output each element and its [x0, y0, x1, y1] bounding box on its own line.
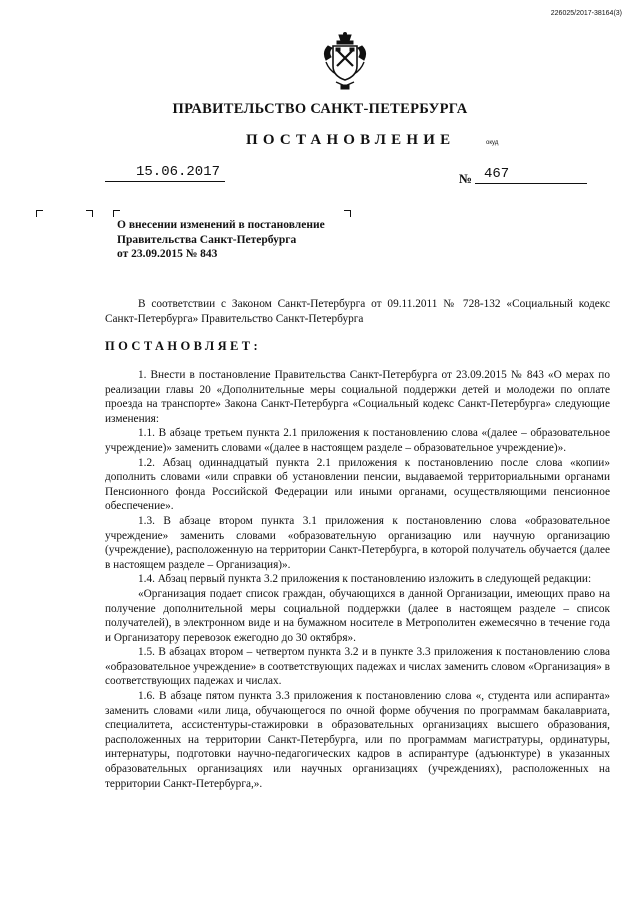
paragraph: 1.5. В абзацах втором – четвертом пункта 3.2 и в пункте 3.3 приложения к постановлению слова «образовательное учреждение» в соответствующих падежах и числах заменить словом «Организация» в соответствующих падежах и числах. [105, 646, 610, 688]
decree-subject [117, 218, 325, 262]
okud-label: окуд [486, 140, 499, 146]
paragraph: 1.6. В абзаце пятом пункта 3.3 приложения к постановлению слова «, студента или аспиранта» заменить словами «или лица, обучающегося по очной форме обучения по программам бакалавриата, специалитета, ассистентуры-стажировки в образовательных организациях высшего образования, расположенных на территории Санкт-Петербурга, или по программам магистратуры, ординатуры, интернатуры, подготовки научно-педагогических кадров в аспирантуре (адъюнктуре) в указанных образовательных организациях или научных организациях (учреждениях), расположенных на территории Санкт-Петербурга,». [105, 690, 610, 790]
paragraph: 1.4. Абзац первый пункта 3.2 приложения к постановлению изложить в следующей редакции: [138, 573, 592, 586]
corner-mark [86, 210, 93, 217]
subject-line: Правительства Санкт-Петербурга [117, 233, 297, 246]
document-type-title: ПОСТАНОВЛЕНИЕ [246, 132, 456, 148]
coat-of-arms-icon [322, 32, 368, 90]
lead-paragraph [105, 297, 610, 326]
registration-number: 226025/2017-38164(3) [550, 10, 622, 17]
date-underline [105, 181, 225, 182]
paragraph: 1.3. В абзаце втором пункта 3.1 приложения к постановлению слова «образовательное учреждение» заменить словами «образовательную организацию или научную организацию (учреждение), расположенную на территории Санкт-Петербурга, в которой получатель обучается (далее в настоящем разделе – Организация)». [105, 514, 610, 571]
corner-mark [113, 210, 120, 217]
paragraph: 1.2. Абзац одиннадцатый пункта 2.1 приложения к постановлению после слова «копии» дополнить словами «или справки об установлении пенсии, выдаваемой территориальными органами Пенсионного фонда Российской Федерации или иными органами, осуществляющими пенсионное обеспечение». [105, 456, 610, 513]
number-sign: № [459, 171, 473, 186]
decree-number: 467 [484, 166, 510, 182]
subject-line: О внесении изменений в постановление [117, 219, 325, 231]
resolve-heading: ПОСТАНОВЛЯЕТ: [105, 339, 262, 353]
paragraph: В соответствии с Законом Санкт-Петербурга от 09.11.2011 № 728-132 «Социальный кодекс Санкт-Петербурга» Правительство Санкт-Петербурга [105, 298, 610, 325]
paragraph: 1. Внести в постановление Правительства Санкт-Петербурга от 23.09.2015 № 843 «О мерах по реализации главы 20 «Дополнительные меры социальной поддержки детей и молодежи по оплате проезда на транспорте» Закона Санкт-Петербурга «Социальный кодекс Санкт-Петербурга» следующие изменения: [105, 369, 610, 425]
government-title: ПРАВИТЕЛЬСТВО САНКТ-ПЕТЕРБУРГА [172, 101, 468, 117]
paragraph: 1.1. В абзаце третьем пункта 2.1 приложения к постановлению слова «(далее – образовательное учреждение)» заменить словами «(далее в настоящем разделе – образовательное учреждение)». [105, 427, 610, 454]
paragraph: «Организация подает список граждан, обучающихся в данной Организации, имеющих право на получение дополнительной меры социальной поддержки (далее в настоящем разделе – список получателей), в электронном виде и на бумажном носителе в Метрополитен ежемесячно в течение года и Организатору перевозок ежегодно до 30 октября». [105, 587, 610, 644]
corner-mark [36, 210, 43, 217]
subject-line: от 23.09.2015 № 843 [117, 248, 218, 260]
decree-date: 15.06.2017 [136, 164, 221, 180]
corner-mark [344, 210, 351, 217]
number-underline [475, 183, 587, 184]
decree-items [105, 368, 610, 791]
